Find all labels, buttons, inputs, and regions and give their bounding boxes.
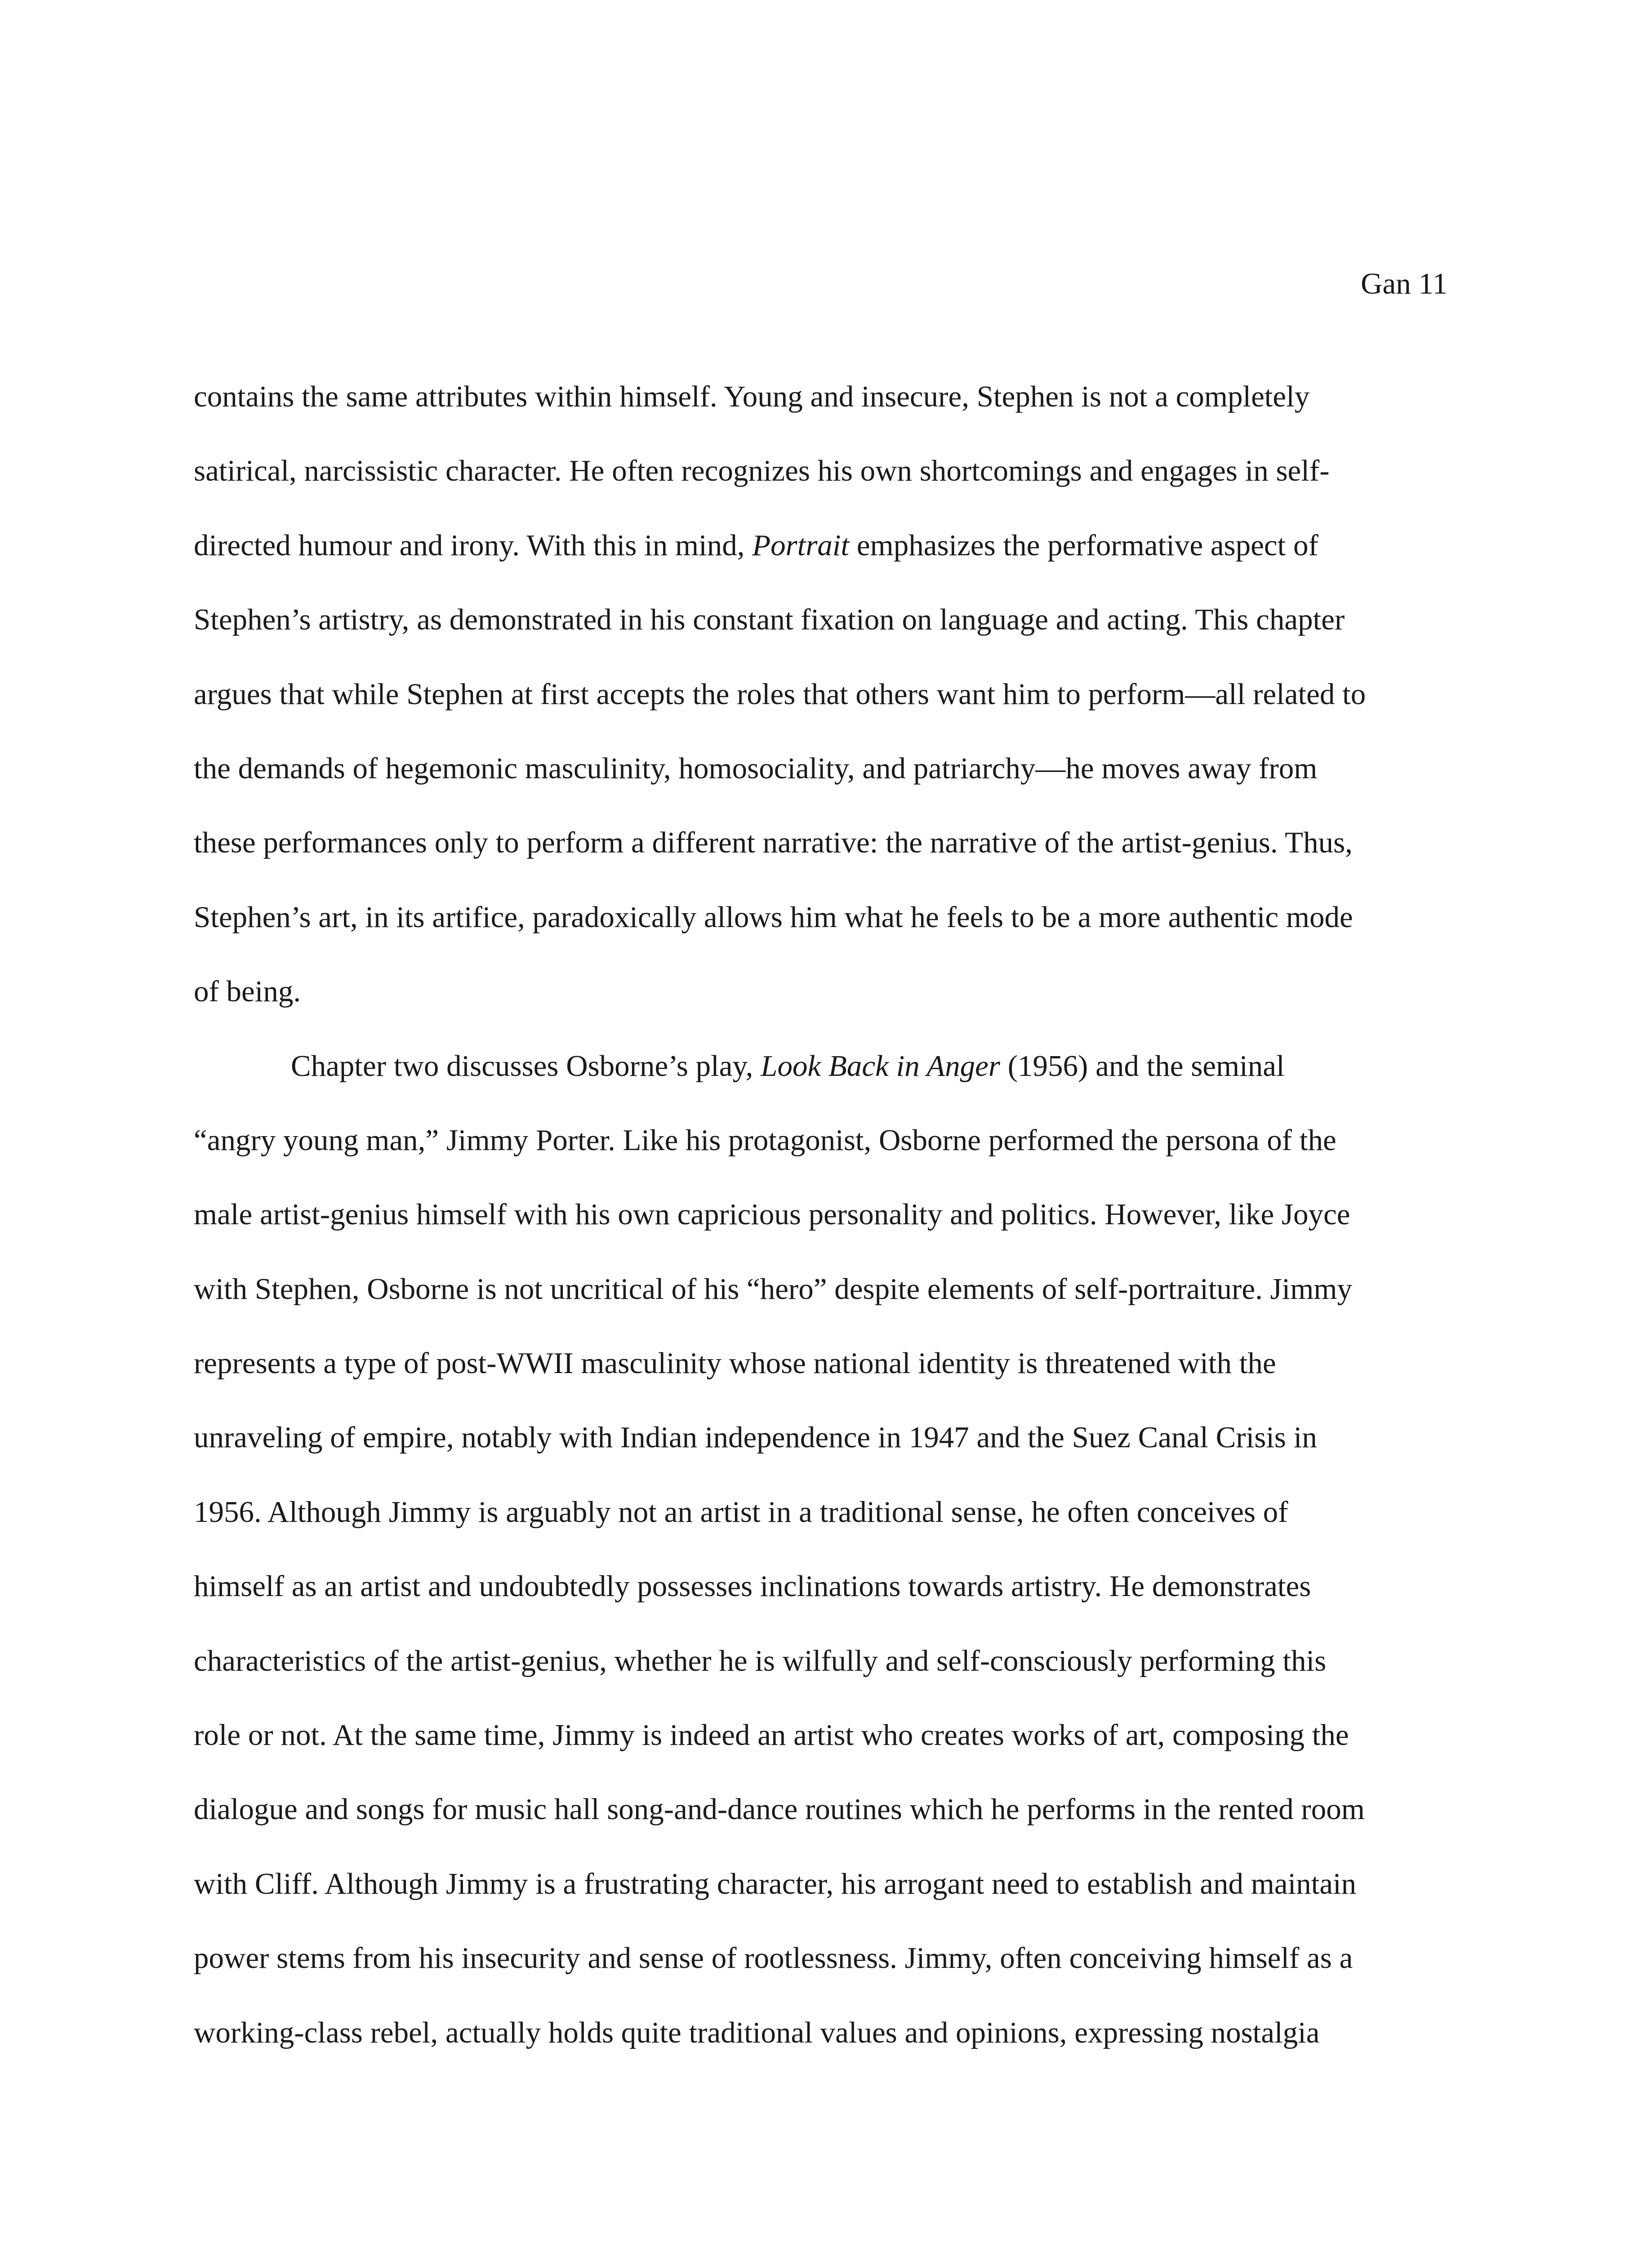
text-fragment: argues that while Stephen at first accepts the roles that others want him to perform—all related to [194,677,1366,711]
text-fragment: with Stephen, Osborne is not uncritical of his “hero” despite elements of self-portraiture. Jimmy [194,1272,1352,1306]
text-line [194,1698,1457,1772]
text-fragment: unraveling of empire, notably with Indian independence in 1947 and the Suez Canal Crisis in [194,1421,1317,1454]
text-fragment: represents a type of post-WWII masculinity whose national identity is threatened with the [194,1347,1276,1380]
text-line [194,1401,1457,1475]
text-line [194,434,1457,508]
text-line [194,1103,1457,1178]
text-line [194,1326,1457,1401]
text-fragment: (1956) and the seminal [1000,1049,1285,1083]
text-line [194,880,1457,955]
text-line [194,1549,1457,1624]
text-fragment: characteristics of the artist-genius, whether he is wilfully and self-consciously performing this [194,1644,1327,1677]
text-line [194,583,1457,657]
text-fragment: directed humour and irony. With this in mind, [194,528,753,562]
text-line [194,1847,1457,1921]
text-fragment: Stephen’s art, in its artifice, paradoxically allows him what he feels to be a more authentic mode [194,900,1353,934]
text-line [194,1921,1457,1995]
text-line [194,806,1457,880]
text-fragment: of being. [194,975,301,1008]
text-fragment: role or not. At the same time, Jimmy is indeed an artist who creates works of art, composing the [194,1718,1349,1752]
text-fragment: himself as an artist and undoubtedly possesses inclinations towards artistry. He demonstrates [194,1570,1311,1603]
text-line [194,1029,1457,1103]
text-line [194,1178,1457,1252]
text-line [194,1772,1457,1847]
text-line [194,1624,1457,1698]
italic-title: Look Back in Anger [761,1049,1000,1083]
text-fragment: “angry young man,” Jimmy Porter. Like his protagonist, Osborne performed the persona of the [194,1123,1336,1157]
text-fragment: dialogue and songs for music hall song-and-dance routines which he performs in the rented room [194,1793,1365,1826]
page-header-number: Gan 11 [1361,267,1447,300]
text-line [194,657,1457,731]
text-fragment: working-class rebel, actually holds quite traditional values and opinions, expressing nostalgia [194,2016,1320,2049]
text-fragment: Stephen’s artistry, as demonstrated in his constant fixation on language and acting. This chapter [194,603,1345,637]
text-fragment: emphasizes the performative aspect of [849,528,1318,562]
text-line [194,731,1457,806]
text-fragment: male artist-genius himself with his own capricious personality and politics. However, like Joyce [194,1198,1350,1231]
text-fragment: Chapter two discusses Osborne’s play, [291,1049,761,1083]
italic-title: Portrait [752,528,850,562]
text-fragment: satirical, narcissistic character. He often recognizes his own shortcomings and engages in self- [194,454,1330,488]
text-line [194,955,1457,1029]
text-fragment: contains the same attributes within himself. Young and insecure, Stephen is not a completely [194,380,1310,413]
text-fragment: the demands of hegemonic masculinity, homosociality, and patriarchy—he moves away from [194,751,1318,785]
text-fragment: 1956. Although Jimmy is arguably not an artist in a traditional sense, he often conceives of [194,1495,1288,1529]
text-line [194,1475,1457,1549]
text-line [194,1252,1457,1326]
text-fragment: power stems from his insecurity and sense of rootlessness. Jimmy, often conceiving himself as a [194,1941,1353,1975]
text-line [194,360,1457,434]
body-text [194,360,1457,2070]
text-fragment: with Cliff. Although Jimmy is a frustrating character, his arrogant need to establish and maintain [194,1867,1357,1900]
text-line [194,1996,1457,2070]
text-line [194,508,1457,583]
text-fragment: these performances only to perform a different narrative: the narrative of the artist-genius. Thus, [194,826,1353,860]
